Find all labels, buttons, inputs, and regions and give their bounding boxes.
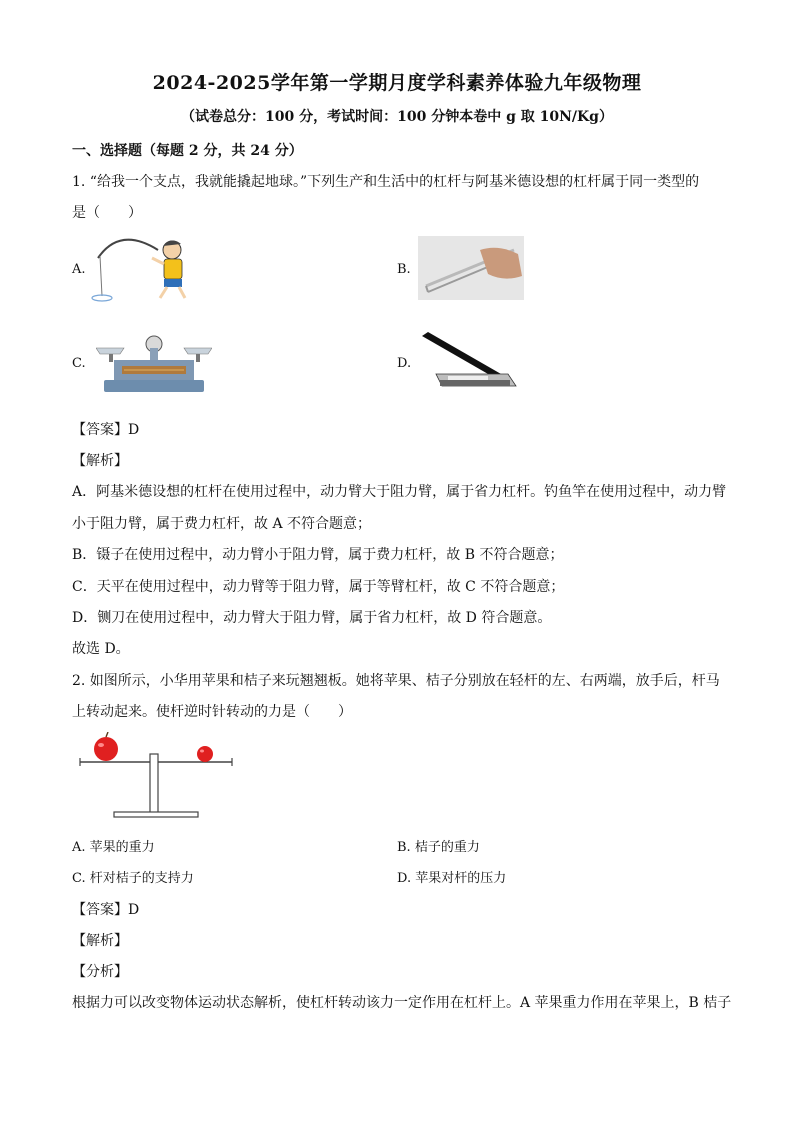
- q2-stem-line1: 2. 如图所示，小华用苹果和桔子来玩翘翘板。她将苹果、桔子分别放在轻杆的左、右两端，放手后，杆马: [72, 673, 720, 689]
- q1-analysis-heading: 【解析】: [72, 453, 128, 469]
- q1-analysis-line: A．阿基米德设想的杠杆在使用过程中，动力臂大于阻力臂，属于省力杠杆。钓鱼竿在使用过程中，动力臂: [72, 484, 727, 500]
- balance-scale-figure: [96, 334, 212, 394]
- q2-stem-line2: 上转动起来。使杆逆时针转动的力是（ ）: [72, 704, 352, 720]
- q2-analysis-subheading: 【分析】: [72, 964, 128, 980]
- q1-analysis-line: B．镊子在使用过程中，动力臂小于阻力臂，属于费力杠杆，故 B 不符合题意；: [72, 547, 564, 563]
- q1-analysis-line: C．天平在使用过程中，动力臂等于阻力臂，属于等臂杠杆，故 C 不符合题意；: [72, 579, 565, 595]
- q1-option-d-label: D.: [397, 356, 412, 371]
- q1-option-b-label: B.: [397, 262, 411, 277]
- tweezers-figure: [418, 236, 524, 300]
- q1-option-a-label: A.: [72, 262, 86, 277]
- page-title: 2024-2025学年第一学期月度学科素养体验九年级物理: [152, 72, 642, 94]
- q1-stem-line2: 是（ ）: [72, 205, 142, 221]
- q2-option-c: C. 杆对桔子的支持力: [72, 871, 194, 886]
- q1-analysis-line: D．铡刀在使用过程中，动力臂大于阻力臂，属于省力杠杆，故 D 符合题意。: [72, 610, 552, 626]
- q2-option-d: D. 苹果对杆的压力: [397, 871, 507, 886]
- q2-answer: 【答案】D: [72, 902, 140, 918]
- q1-stem-line1: 1. “给我一个支点，我就能撬起地球。”下列生产和生活中的杠杆与阿基米德设想的杠杆属于同一类型的: [72, 174, 700, 190]
- exam-info: （试卷总分：100 分，考试时间：100 分钟本卷中 g 取 10N/Kg）: [181, 109, 613, 125]
- q1-option-c-label: C.: [72, 356, 86, 371]
- guillotine-cutter-figure: [418, 330, 522, 392]
- fishing-rod-figure: [90, 228, 200, 304]
- q1-analysis-line: 小于阻力臂，属于费力杠杆，故 A 不符合题意；: [72, 516, 372, 532]
- q2-option-a: A. 苹果的重力: [72, 840, 155, 855]
- seesaw-figure: [76, 732, 236, 820]
- section-heading: 一、选择题（每题 2 分，共 24 分）: [72, 143, 303, 159]
- q1-answer: 【答案】D: [72, 422, 140, 438]
- q1-analysis-line: 故选 D。: [72, 641, 130, 657]
- q2-analysis-line: 根据力可以改变物体运动状态解析，使杠杆转动该力一定作用在杠杆上。A 苹果重力作用在苹果上，B 桔子: [72, 995, 732, 1011]
- q2-option-b: B. 桔子的重力: [397, 840, 480, 855]
- q2-analysis-heading: 【解析】: [72, 933, 128, 949]
